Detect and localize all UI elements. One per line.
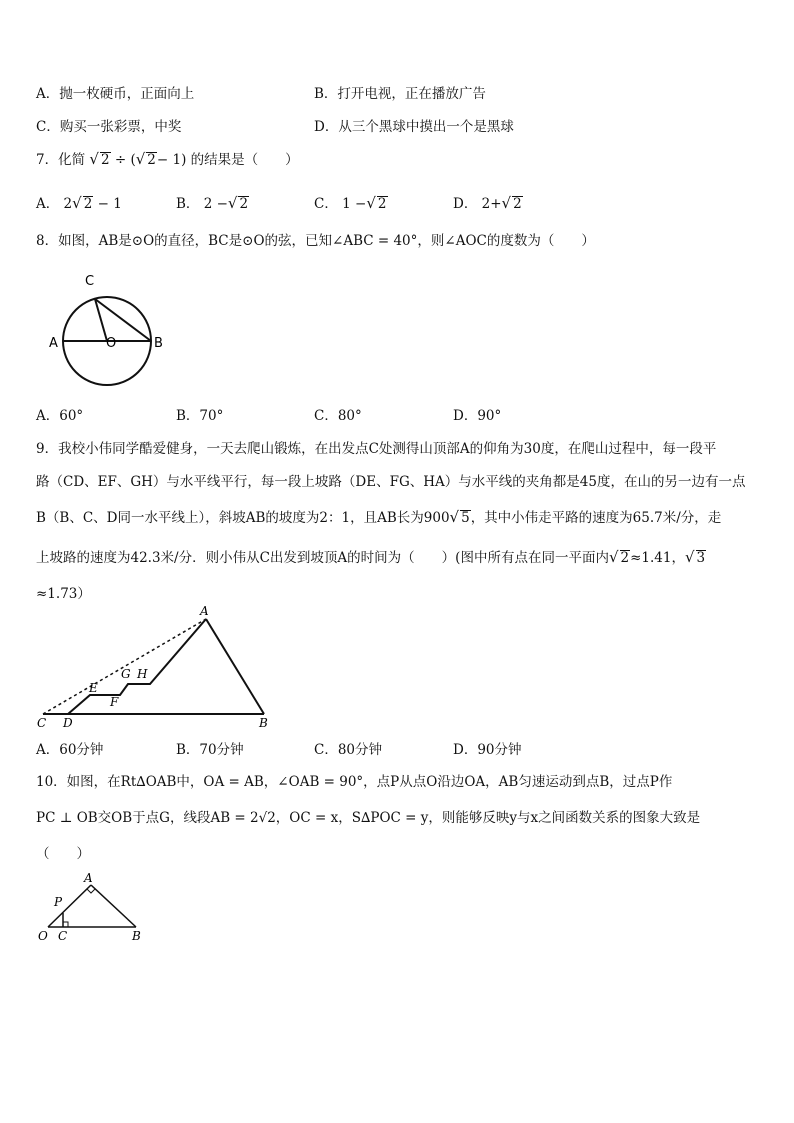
- q10-side-ab: [91, 885, 136, 927]
- q8-option-a: A．60°: [36, 408, 84, 424]
- sqrt-symbol: √: [608, 548, 619, 566]
- q9-label-g: G: [121, 667, 131, 681]
- q10-label-c: C: [58, 929, 68, 943]
- q9-slope-ab: [206, 619, 264, 714]
- q9-line-3-text: ，其中小伟走平路的速度为65.7米/分，走: [470, 510, 722, 526]
- q7-stem: [36, 148, 299, 168]
- option-label: D．: [453, 196, 478, 212]
- q7-option-a: [36, 192, 122, 212]
- q9-line-3: [36, 506, 721, 526]
- sqrt-radicand: 2: [513, 196, 522, 212]
- q7-option-d: [453, 192, 523, 212]
- q8-label-a: A: [49, 336, 58, 351]
- q10-right-angle-mark-a: [87, 889, 95, 893]
- sqrt-radicand: 2: [239, 196, 249, 212]
- q8-option-c: C．80°: [314, 408, 362, 424]
- sqrt-radicand: 2: [147, 152, 156, 168]
- q9-line-3-text: B（B、C、D同一水平线上），斜坡AB的坡度为2：1，且AB长为900: [36, 510, 450, 526]
- sqrt-symbol: √: [501, 194, 512, 212]
- sqrt-radicand: 2: [377, 196, 387, 212]
- sqrt-radicand: 3: [696, 550, 706, 566]
- sqrt-radicand: 2: [83, 196, 93, 212]
- q7-expr-end: − 1): [156, 152, 187, 168]
- q10-label-a: A: [84, 871, 93, 885]
- q8-circle-figure: [40, 268, 180, 388]
- q8-label-c: C: [85, 274, 95, 289]
- sqrt-symbol: √: [72, 194, 82, 212]
- option-expr: 2+: [481, 196, 502, 212]
- sqrt-symbol: √: [227, 194, 238, 212]
- sqrt-symbol: √: [449, 508, 460, 526]
- q9-option-a: A．60分钟: [36, 742, 104, 758]
- option-label: B．: [176, 196, 200, 212]
- q9-mountain-figure: [36, 603, 286, 733]
- sqrt-symbol: √: [684, 548, 695, 566]
- q10-triangle-figure: [36, 870, 156, 945]
- q7-expr-mid: ÷ (: [114, 152, 136, 168]
- q9-label-e: E: [89, 681, 98, 695]
- sqrt-radicand: 5: [461, 510, 470, 526]
- option-expr: 2 −: [203, 196, 228, 212]
- q9-option-b: B．70分钟: [176, 742, 244, 758]
- q10-line-1: 10．如图，在Rt∆OAB中，OA = AB，∠OAB = 90°，点P从点O沿边OA，AB匀速运动到点B，过点P作: [36, 774, 673, 790]
- q9-line-4-text: 上坡路的速度为42.3米/分．则小伟从C出发到坡顶A的时间为（ ）(图中所有点在同一平面内: [36, 550, 609, 566]
- q8-option-b: B．70°: [176, 408, 224, 424]
- q9-label-b: B: [259, 716, 268, 730]
- q9-label-a: A: [200, 604, 209, 618]
- q9-line-4: [36, 546, 706, 566]
- q6-option-c: C．购买一张彩票，中奖: [36, 119, 182, 135]
- q9-label-d: D: [63, 716, 73, 730]
- q10-line-2: PC ⊥ OB交OB于点G，线段AB = 2√2，OC = x，S∆POC = y，则能够反映y与x之间函数关系的图象大致是: [36, 810, 701, 826]
- q9-line-5: ≈1.73）: [36, 586, 91, 602]
- q9-line-2: 路（CD、EF、GH）与水平线平行，每一段上坡路（DE、FG、HA）与水平线的夹角都是45度，在山的另一边有一点: [36, 474, 746, 490]
- q7-option-c: [314, 192, 388, 212]
- sqrt-symbol: √: [366, 194, 376, 212]
- q8-label-o: O: [106, 336, 117, 351]
- q7-suffix: 的结果是（ ）: [190, 152, 299, 168]
- q8-radius-oc: [95, 299, 107, 341]
- option-expr: 2: [63, 196, 73, 212]
- sqrt-symbol: √: [89, 150, 99, 168]
- option-expr: 1 −: [342, 196, 367, 212]
- q10-line-3: （ ）: [36, 846, 90, 862]
- q8-option-d: D．90°: [453, 408, 502, 424]
- q9-line-4-text: ≈1.41，: [630, 550, 685, 566]
- q9-label-c: C: [37, 716, 47, 730]
- q9-label-h: H: [137, 667, 148, 681]
- q10-label-p: P: [54, 895, 63, 909]
- q7-option-b: [176, 192, 249, 212]
- q9-label-f: F: [110, 695, 119, 709]
- q7-prefix: 7．化简: [36, 152, 86, 168]
- q9-option-d: D．90分钟: [453, 742, 522, 758]
- option-expr: − 1: [97, 196, 122, 212]
- q10-label-b: B: [132, 929, 141, 943]
- q6-option-b: B．打开电视，正在播放广告: [314, 86, 486, 102]
- q10-label-o: O: [38, 929, 48, 943]
- sqrt-radicand: 2: [620, 550, 630, 566]
- q6-option-a: A．抛一枚硬币，正面向上: [36, 86, 195, 102]
- q9-line-1: 9．我校小伟同学酷爱健身，一天去爬山锻炼，在出发点C处测得山顶部A的仰角为30度，在爬山过程中，每一段平: [36, 441, 717, 457]
- q8-label-b: B: [154, 336, 163, 351]
- option-label: C．: [314, 196, 338, 212]
- q8-chord-bc: [95, 299, 151, 341]
- q6-option-d: D．从三个黑球中摸出一个是黑球: [314, 119, 514, 135]
- q9-option-c: C．80分钟: [314, 742, 383, 758]
- sqrt-radicand: 2: [100, 152, 110, 168]
- sqrt-symbol: √: [135, 150, 146, 168]
- option-label: A．: [36, 196, 60, 212]
- q8-stem: 8．如图，AB是⊙O的直径，BC是⊙O的弦，已知∠ABC = 40°，则∠AOC的度数为（ ）: [36, 233, 595, 249]
